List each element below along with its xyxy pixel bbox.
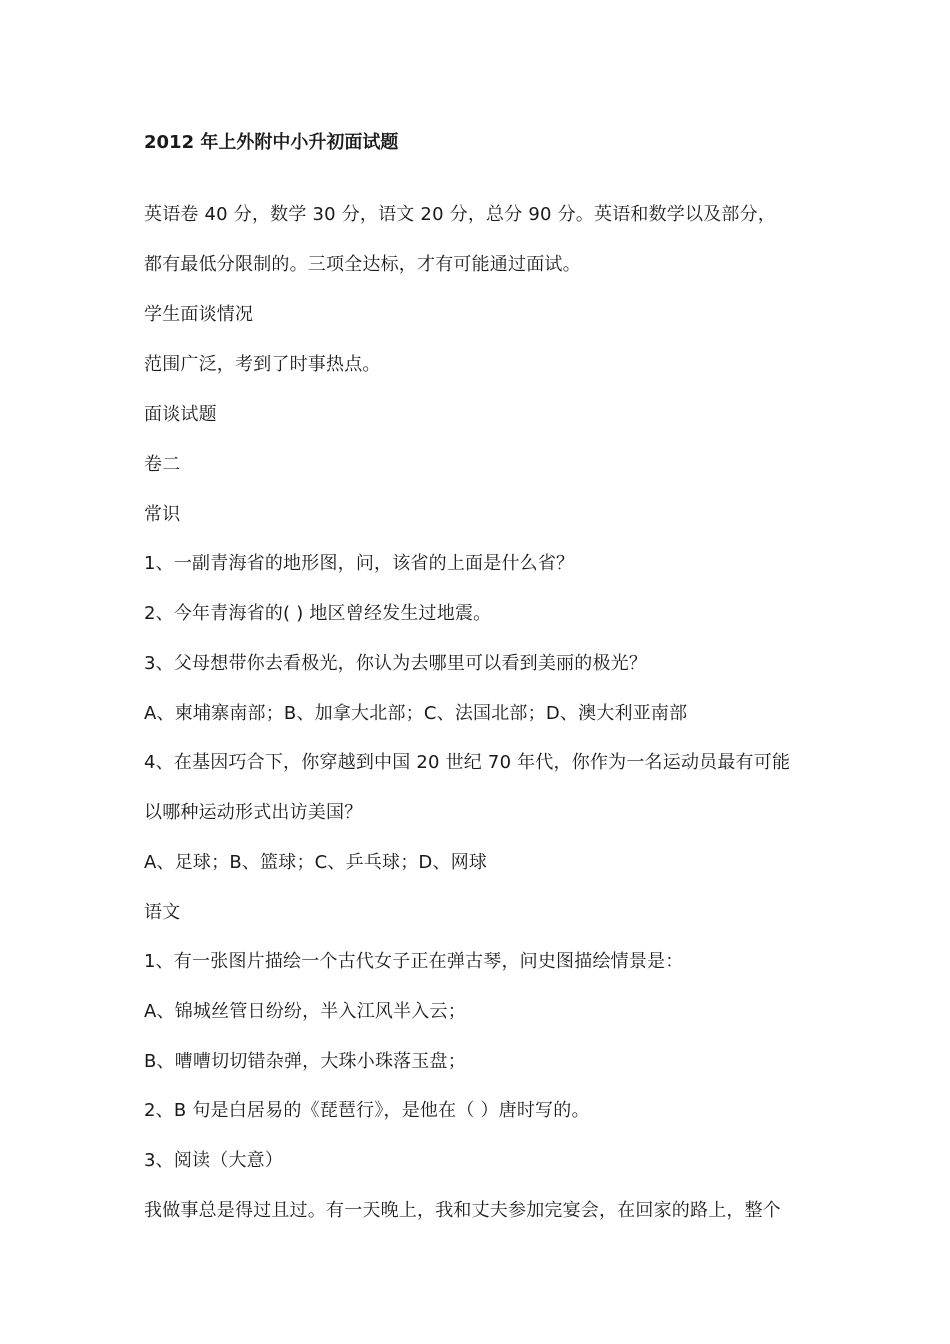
question-line: 2、今年青海省的( ) 地区曾经发生过地震。 bbox=[144, 603, 492, 624]
options-line: A、柬埔寨南部；B、加拿大北部；C、法国北部；D、澳大利亚南部 bbox=[144, 703, 688, 724]
question-line: 以哪种运动形式出访美国？ bbox=[144, 802, 363, 823]
section-heading: 学生面谈情况 bbox=[144, 304, 254, 325]
text-line: 我做事总是得过且过。有一天晚上，我和丈夫参加完宴会，在回家的路上，整个 bbox=[144, 1200, 781, 1221]
question-line: 2、B 句是白居易的《琵琶行》，是他在（ ）唐时写的。 bbox=[144, 1100, 590, 1121]
options-line: B、嘈嘈切切错杂弹，大珠小珠落玉盘； bbox=[144, 1051, 466, 1072]
text-line: 英语卷 40 分，数学 30 分，语文 20 分，总分 90 分。英语和数学以及部分， bbox=[144, 204, 776, 225]
options-line: A、足球；B、篮球；C、乒乓球；D、网球 bbox=[144, 852, 488, 873]
question-line: 4、在基因巧合下，你穿越到中国 20 世纪 70 年代，你作为一名运动员最有可能 bbox=[144, 752, 791, 773]
question-line: 3、父母想带你去看极光，你认为去哪里可以看到美丽的极光？ bbox=[144, 653, 648, 674]
text-line: 都有最低分限制的。三项全达标，才有可能通过面试。 bbox=[144, 254, 581, 275]
section-heading: 卷二 bbox=[144, 454, 181, 475]
options-line: A、锦城丝管日纷纷，半入江风半入云； bbox=[144, 1001, 466, 1022]
section-heading: 面谈试题 bbox=[144, 404, 217, 425]
question-line: 3、阅读（大意） bbox=[144, 1150, 284, 1171]
text-line: 范围广泛，考到了时事热点。 bbox=[144, 354, 381, 375]
question-line: 1、一副青海省的地形图，问，该省的上面是什么省？ bbox=[144, 553, 575, 574]
section-heading: 语文 bbox=[144, 902, 181, 923]
section-heading: 常识 bbox=[144, 504, 181, 525]
document-title: 2012 年上外附中小升初面试题 bbox=[144, 132, 399, 153]
question-line: 1、有一张图片描绘一个古代女子正在弹古琴，问史图描绘情景是： bbox=[144, 951, 684, 972]
